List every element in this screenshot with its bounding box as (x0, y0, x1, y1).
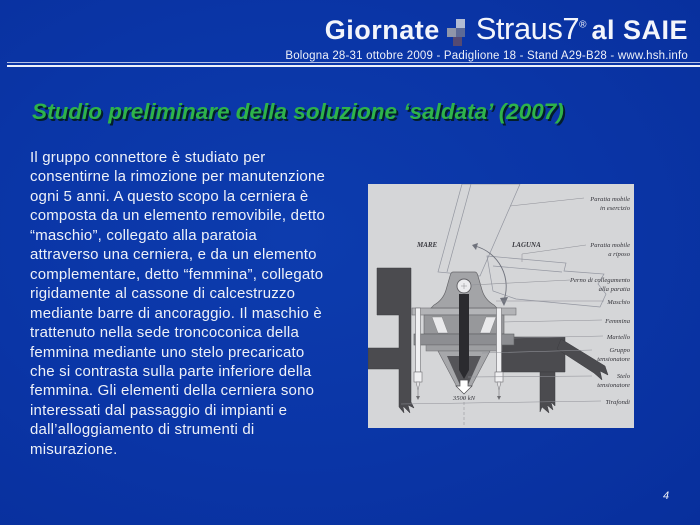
label-laguna: LAGUNA (512, 241, 541, 249)
body-paragraph (30, 148, 325, 459)
header-divider-line-top (7, 62, 700, 63)
brand-straus7-text: Straus7 (475, 11, 580, 46)
body-line: misurazione. (30, 440, 118, 458)
straus7-logo-icon (447, 19, 472, 44)
callout-perno: Perno di collegamento (569, 277, 630, 284)
callout-paratia-esercizio: Paratia mobile (590, 196, 630, 203)
page-number: 4 (663, 490, 670, 502)
label-force: 3500 kN (452, 395, 476, 402)
body-line: Il gruppo connettore è studiato per (30, 149, 266, 166)
registered-trademark-icon: ® (579, 19, 587, 31)
body-line: mediante barre di ancoraggio. Il maschio è (30, 304, 322, 322)
body-line: composta da un elemento removibile, detto (30, 207, 326, 225)
header-divider-line-bottom (7, 65, 700, 67)
callout-maschio: Maschio (607, 299, 630, 306)
body-line: ogni 5 anni. A questo scopo la cerniera è (30, 187, 309, 205)
header-subtitle: Bologna 28-31 ottobre 2009 - Padiglione 18 - Stand A29-B28 - www.hsh.info (285, 50, 688, 62)
label-mare: MARE (417, 241, 438, 249)
slide-title: Studio preliminare della soluzione ‘saldata’ (2007) (32, 99, 564, 124)
brand-giornate: Giornate (324, 15, 440, 45)
header (285, 11, 688, 62)
svg-text:tensionatore: tensionatore (597, 356, 630, 363)
body-line: dall’alloggiamento di strumenti di (30, 421, 255, 439)
svg-text:a riposo: a riposo (608, 251, 630, 258)
body-line: interessati dal passaggio di impianti e (30, 401, 288, 419)
hinge-connector-diagram (368, 184, 634, 428)
body-line: trattenuto nella sede troncoconica della (30, 324, 300, 342)
callout-paratia-riposo: Paratia mobile (590, 242, 630, 249)
callout-tirafondi: Tirafondi (605, 399, 630, 406)
body-line: “maschio”, collegato alla paratoia (30, 226, 257, 244)
brand-row (285, 11, 688, 47)
brand-straus7 (476, 11, 587, 47)
callout-stelo-tensionatore: Stelo (616, 373, 630, 380)
body-line: consentirne la rimozione per manutenzione (30, 168, 326, 186)
body-line: femmina. Gli elementi della cerniera sono (30, 382, 315, 400)
body-line: che si contrasta sulla parte inferiore della (30, 362, 312, 380)
tensioner-stem (459, 294, 469, 370)
callout-martello: Martello (606, 334, 630, 341)
body-line: attraverso una cerniera, e da un elemento (30, 246, 317, 264)
body-line: complementare, detto “femmina”, collegato (30, 265, 324, 283)
callout-gruppo-tensionatore: Gruppo (609, 347, 630, 354)
brand-al-saie: al SAIE (591, 15, 688, 45)
svg-text:tensionatore: tensionatore (597, 382, 630, 389)
body-line: rigidamente al cassone di calcestruzzo (30, 285, 296, 303)
svg-text:alla paratia: alla paratia (598, 286, 630, 293)
body-line: femmina mediante uno stelo precaricato (30, 343, 305, 361)
callout-femmina: Femmina (605, 318, 630, 325)
svg-text:in esercizio: in esercizio (600, 205, 630, 212)
